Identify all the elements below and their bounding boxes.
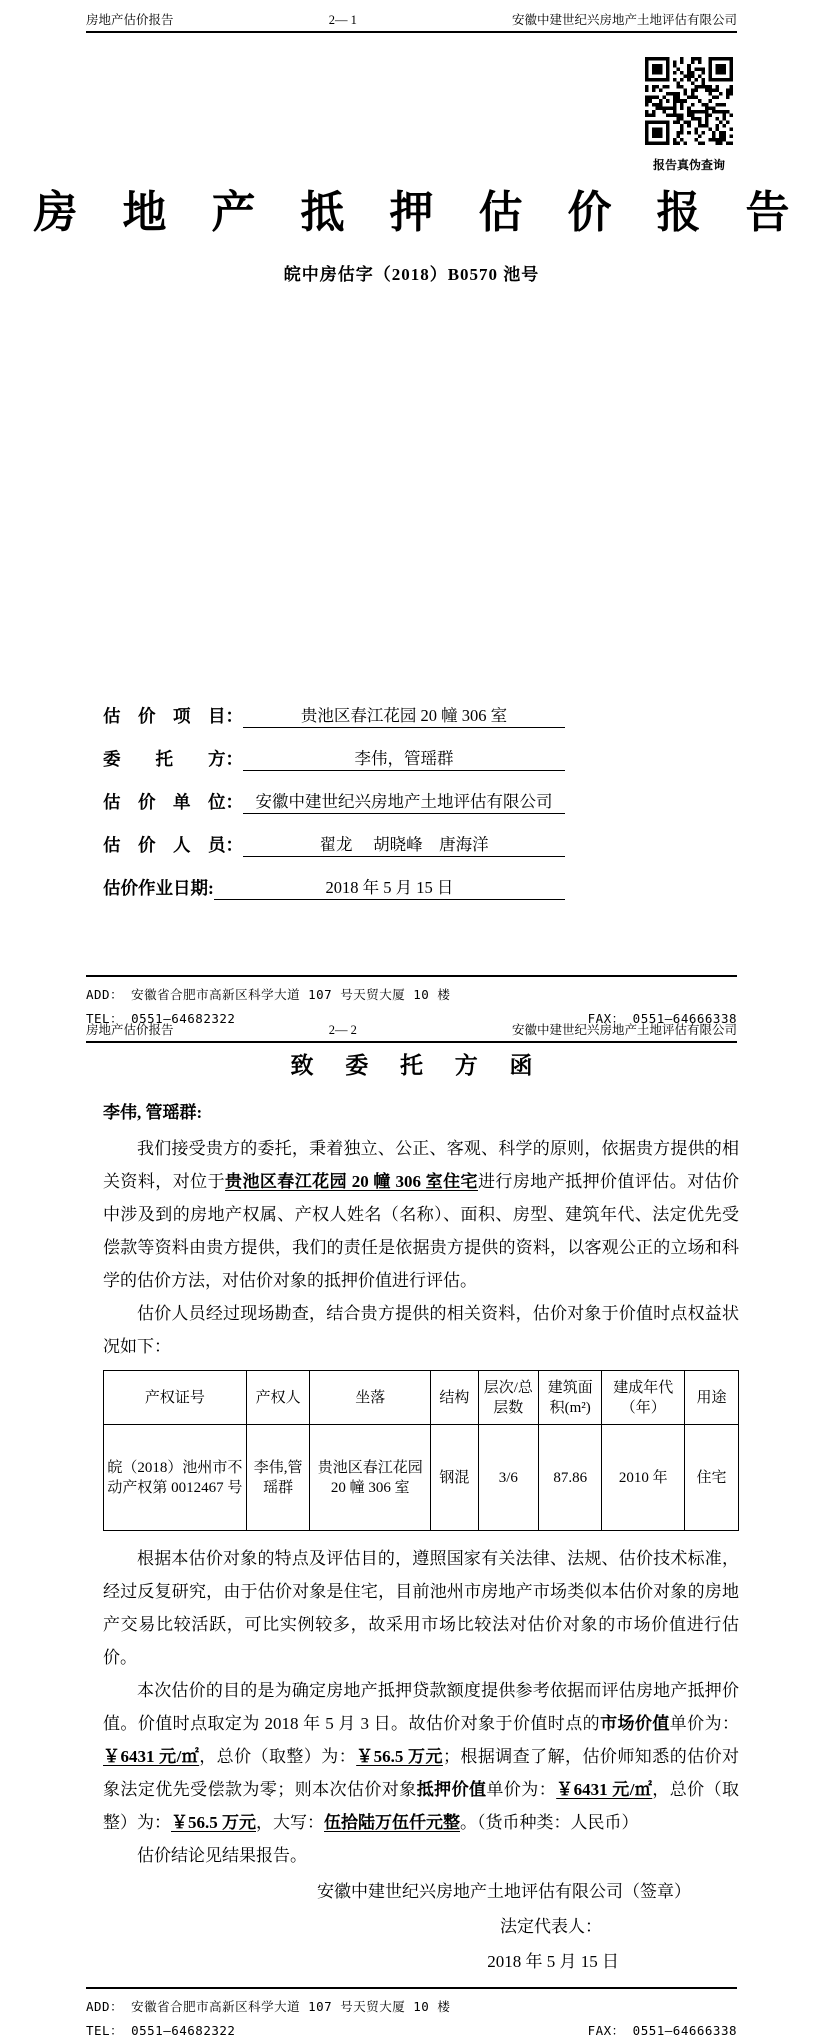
- qr-code: [645, 55, 733, 147]
- header-doc-title: 房地产估价报告: [86, 1023, 174, 1037]
- field-value: 2018 年 5 月 15 日: [214, 874, 565, 900]
- table-header-cell: 产权证号: [104, 1371, 247, 1425]
- table-cell: 2010 年: [602, 1425, 685, 1531]
- field-row-project: [103, 702, 565, 728]
- table-cell: 皖（2018）池州市不动产权第 0012467 号: [104, 1425, 247, 1531]
- table-header-row: [104, 1371, 739, 1425]
- field-value: 翟龙 胡晓峰 唐海洋: [243, 831, 565, 857]
- field-label: 委 托 方：: [103, 749, 243, 769]
- signature-legal-rep: 法定代表人：: [500, 1917, 602, 1936]
- report-title: 房 地 产 抵 押 估 价 报 告: [33, 188, 807, 237]
- table-header-cell: 建筑面积(m²): [538, 1371, 602, 1425]
- letter-body: [103, 1098, 739, 1979]
- field-value: 李伟，管瑶群: [243, 745, 565, 771]
- paragraph-5: 估价结论见结果报告。: [137, 1846, 307, 1865]
- field-label: 估 价 单 位：: [103, 792, 243, 812]
- paragraph-3: 根据本估价对象的特点及评估目的，遵照国家有关法律、法规、估价技术标准，经过反复研究，由于估价对象是住宅，目前池州市房地产市场类似本估价对象的房地产交易比较活跃，可比实例较多，故采用市场比较法对估价对象的市场价值进行估价。: [103, 1549, 739, 1667]
- footer-tel: TEL： 0551—64682322: [86, 2023, 236, 2038]
- table-cell: 钢混: [431, 1425, 479, 1531]
- table-cell: 住宅: [685, 1425, 739, 1531]
- header-company: 安徽中建世纪兴房地产土地评估有限公司: [511, 1023, 737, 1037]
- field-label: 估 价 项 目：: [103, 706, 243, 726]
- table-cell: 贵池区春江花园 20 幢 306 室: [310, 1425, 431, 1531]
- table-header-cell: 结构: [431, 1371, 479, 1425]
- qr-label: 报告真伪查询: [652, 158, 725, 172]
- table-cell: 3/6: [478, 1425, 538, 1531]
- report-number: 皖中房估字（2018）B0570 池号: [283, 265, 540, 284]
- signature-date: 2018 年 5 月 15 日: [487, 1952, 619, 1971]
- footer-address: ADD： 安徽省合肥市高新区科学大道 107 号天贸大厦 10 楼: [86, 1999, 451, 2014]
- page2-header: [86, 1020, 737, 1043]
- field-label: 估 价 人 员：: [103, 835, 243, 855]
- field-value: 安徽中建世纪兴房地产土地评估有限公司: [243, 788, 565, 814]
- table-row: [104, 1425, 739, 1531]
- paragraph-4: 本次估价的目的是为确定房地产抵押贷款额度提供参考依据而评估房地产抵押价值。价值时点取定为 2018 年 5 月 3 日。故估价对象于价值时点的市场价值单价为：￥6431 元/㎡，总价（取整）为：￥56.5 万元；根据调查了解，估价师知悉的估价对象法定优先受偿款为零；则本次估价对象抵押价值单价为：￥6431 元/㎡，总价（取整）为：￥56.5 万元，大写：伍拾陆万伍仟元整。（货币种类：人民币）: [103, 1681, 740, 1832]
- page2-footer: [86, 1987, 737, 2039]
- table-header-cell: 层次/总层数: [478, 1371, 538, 1425]
- table-cell: 李伟,管瑶群: [246, 1425, 310, 1531]
- paragraph-2: 估价人员经过现场勘查，结合贵方提供的相关资料，估价对象于价值时点权益状况如下：: [103, 1304, 739, 1356]
- footer-address: ADD： 安徽省合肥市高新区科学大道 107 号天贸大厦 10 楼: [86, 987, 451, 1002]
- field-row-appraisers: [103, 831, 565, 857]
- table-header-cell: 用途: [685, 1371, 739, 1425]
- table-cell: 87.86: [538, 1425, 602, 1531]
- field-label: 估价作业日期:: [103, 878, 214, 898]
- footer-tel: TEL： 0551—64682322: [86, 1011, 236, 1026]
- footer-fax: FAX： 0551—64666338: [587, 1011, 737, 1026]
- property-table: [103, 1370, 739, 1531]
- field-value: 贵池区春江花园 20 幢 306 室: [243, 702, 565, 728]
- signature-block: [103, 1874, 739, 1979]
- footer-fax: FAX： 0551—64666338: [587, 2023, 737, 2038]
- header-page-number: 2— 1: [328, 13, 357, 27]
- cover-fields: [103, 702, 565, 917]
- header-doc-title: 房地产估价报告: [86, 13, 174, 27]
- signature-company: 安徽中建世纪兴房地产土地评估有限公司（签章）: [317, 1882, 691, 1901]
- page1-header: [86, 10, 737, 33]
- field-row-agency: [103, 788, 565, 814]
- salutation: 李伟, 管瑶群:: [103, 1103, 203, 1122]
- table-header-cell: 建成年代（年）: [602, 1371, 685, 1425]
- paragraph-1: 我们接受贵方的委托，秉着独立、公正、客观、科学的原则，依据贵方提供的相关资料，对位于贵池区春江花园 20 幢 306 室住宅进行房地产抵押价值评估。对估价中涉及到的房地产权属、产权人姓名（名称）、面积、房型、建筑年代、法定优先受偿款等资料由贵方提供，我们的责任是依据贵方提供的资料，以客观公正的立场和科学的估价方法，对估价对象的抵押价值进行评估。: [103, 1139, 740, 1290]
- field-row-date: [103, 874, 565, 900]
- table-header-cell: 坐落: [310, 1371, 431, 1425]
- letter-title: 致 委 托 方 函: [290, 1053, 546, 1078]
- field-row-client: [103, 745, 565, 771]
- table-header-cell: 产权人: [246, 1371, 310, 1425]
- header-page-number: 2— 2: [328, 1023, 357, 1037]
- header-company: 安徽中建世纪兴房地产土地评估有限公司: [511, 13, 737, 27]
